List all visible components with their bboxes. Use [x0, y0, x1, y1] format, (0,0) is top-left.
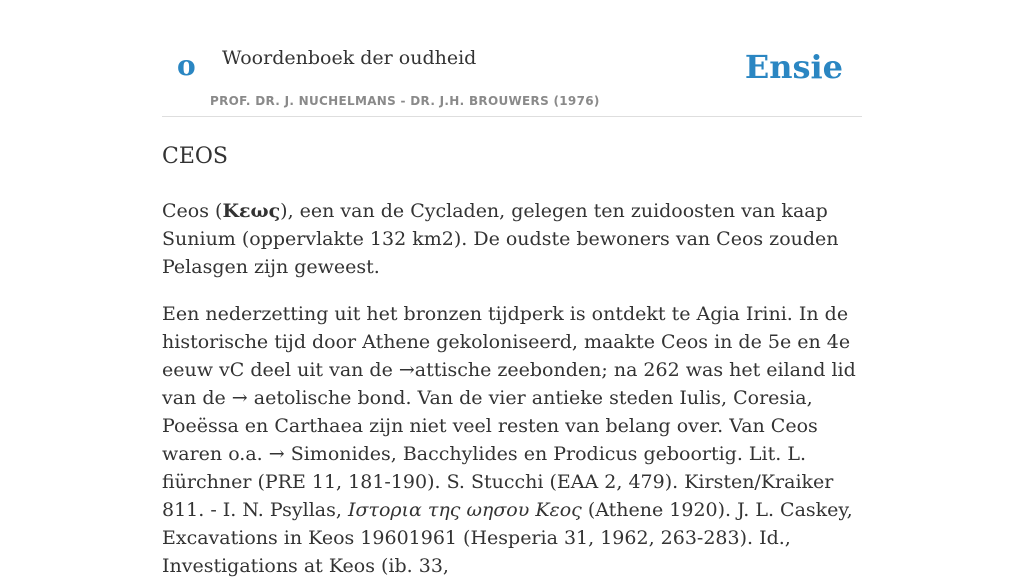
entry-paragraph-1: [162, 197, 862, 281]
text-run: , Bacchylides en Prodicus geboortig. Lit. L. fiürchner (PRE 11, 181-190). S. Stucchi (EAA 2, 479). Kirsten/Kraiker 811. - I. N. Psyllas,: [162, 443, 834, 521]
index-letter[interactable]: o: [177, 49, 196, 82]
greek-name: Κεως: [222, 200, 281, 222]
text-run: . Van de vier antieke steden Iulis, Coresia, Poeëssa en Carthaea zijn niet veel resten van belang over. Van Ceos waren o.a.: [162, 387, 818, 465]
link-attische-zeebonden[interactable]: →attische zeebonden: [398, 359, 602, 381]
text-run: ), een van de Cycladen, gelegen ten zuidoosten van kaap Sunium (oppervlakte 132 km2). De oudste bewoners van Ceos zouden Pelasgen zijn geweest.: [162, 200, 839, 278]
book-authors: PROF. DR. J. NUCHELMANS - DR. J.H. BROUWERS (1976): [210, 94, 600, 108]
ensie-logo[interactable]: Ensie: [744, 48, 843, 86]
link-simonides[interactable]: → Simonides: [268, 443, 391, 465]
page: [162, 0, 862, 580]
text-run: (Athene 1920). J. L. Caskey, Excavations in Keos 19601961 (Hesperia 31, 1962, 263-283). Id., Investigations at Keos (ib. 33,: [162, 499, 853, 577]
entry-paragraph-2: [162, 300, 862, 580]
link-aetolische-bond[interactable]: → aetolische bond: [231, 387, 406, 409]
text-run: Een nederzetting uit het bronzen tijdperk is ontdekt te Agia Irini. In de historische tijd door Athene gekoloniseerd, maakte Ceos in de 5e en 4e eeuw vC deel uit van de: [162, 303, 851, 381]
book-title[interactable]: Woordenboek der oudheid: [222, 47, 477, 69]
text-run: Ceos (: [162, 200, 223, 222]
text-run: ; na 262 was het eiland lid van de: [162, 359, 856, 409]
greek-title: Ιστορια της ωησου Κεος: [347, 499, 582, 521]
header: [162, 0, 862, 117]
entry-title: CEOS: [162, 144, 228, 169]
